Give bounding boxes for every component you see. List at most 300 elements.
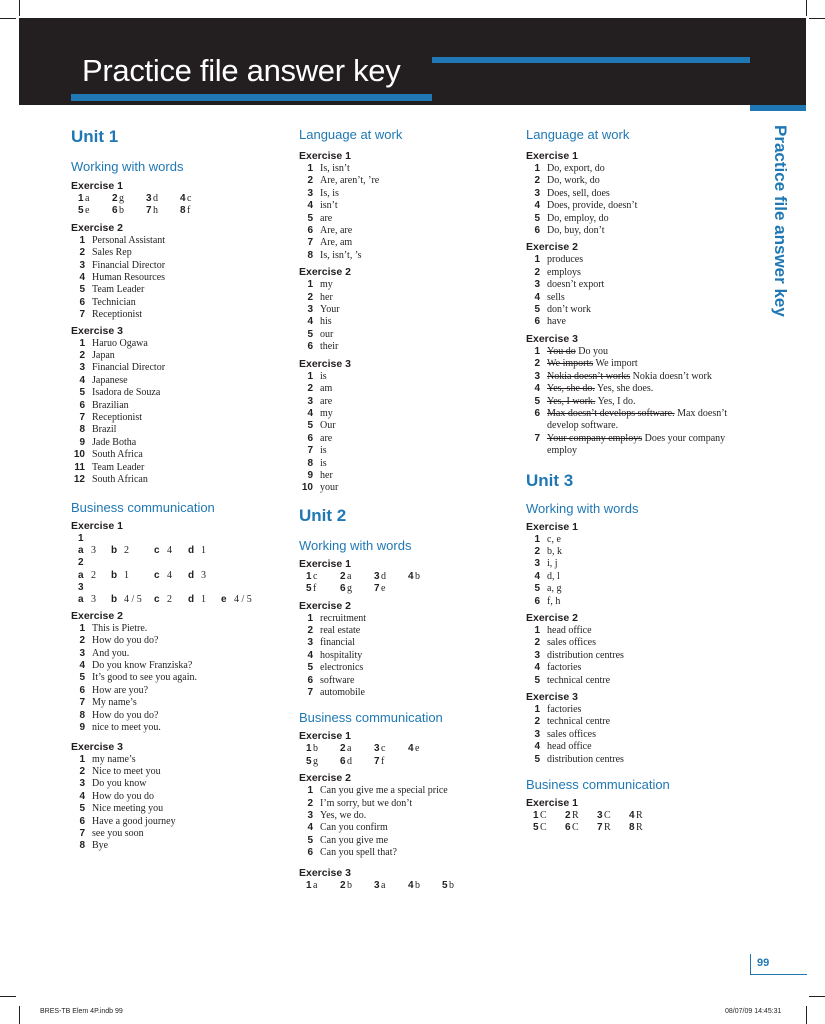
item-text: her xyxy=(320,291,333,303)
item-number: 4 xyxy=(629,810,635,822)
item-text: How do you do xyxy=(92,790,154,802)
item-text: How are you? xyxy=(92,684,149,696)
item-number: 7 xyxy=(374,583,380,595)
item-value: b xyxy=(415,570,420,582)
item-value: 2 xyxy=(124,544,129,556)
struck-text: Yes, I work. xyxy=(547,395,596,407)
item-value: e xyxy=(381,583,386,595)
item-text: And you. xyxy=(92,647,130,659)
exercise-heading: Exercise 1 xyxy=(71,180,123,192)
item-text: My name’s xyxy=(92,697,137,709)
list-item xyxy=(71,424,286,436)
item-number: 6 xyxy=(79,815,85,827)
list-item xyxy=(526,304,741,316)
item-number: 6 xyxy=(565,822,571,834)
item-value: b xyxy=(119,205,124,217)
item-number: 5 xyxy=(79,387,85,399)
item-text: Team Leader xyxy=(92,284,145,296)
item-text: Financial Director xyxy=(92,362,166,374)
item-text: their xyxy=(320,341,339,353)
item-number: 7 xyxy=(79,827,85,839)
item-text: Bye xyxy=(92,840,109,852)
item-number: 1 xyxy=(78,193,84,204)
list-item xyxy=(71,474,286,486)
item-number: 2 xyxy=(307,383,313,395)
list-item xyxy=(299,383,514,395)
item-text: see you soon xyxy=(92,827,144,839)
exercise-heading: Exercise 2 xyxy=(299,599,351,612)
item-number: 3 xyxy=(534,649,540,661)
item-text: It’s good to see you again. xyxy=(92,672,197,684)
list-item xyxy=(71,350,286,362)
answer-grid xyxy=(526,810,741,835)
answer-list xyxy=(71,623,286,735)
list-item xyxy=(71,828,286,840)
item-number: 5 xyxy=(307,834,313,846)
item-number: 12 xyxy=(73,474,85,486)
item-number: 4 xyxy=(534,383,540,395)
list-item xyxy=(299,433,514,445)
list-item xyxy=(71,623,286,635)
item-number: 3 xyxy=(307,395,313,407)
item-number: 7 xyxy=(146,205,152,217)
item-number: 6 xyxy=(307,847,313,859)
list-item xyxy=(299,163,514,175)
list-item xyxy=(526,408,731,433)
item-number: 8 xyxy=(180,205,186,217)
corrected-text: We import xyxy=(595,358,638,370)
item-text: i, j xyxy=(547,558,558,570)
item-text: recruitment xyxy=(320,612,367,624)
exercise-heading: Exercise 2 xyxy=(526,611,578,624)
item-text: electronics xyxy=(320,662,364,674)
item-letter: b xyxy=(111,569,118,581)
item-value: b xyxy=(313,743,318,755)
answer-grid xyxy=(299,743,514,768)
exercise-heading: Exercise 1 xyxy=(526,150,578,162)
answer-list xyxy=(299,371,514,495)
item-text: sells xyxy=(547,291,565,303)
item-value: a xyxy=(85,193,90,204)
item-value: 4 / 5 xyxy=(234,594,252,606)
item-number: 1 xyxy=(306,743,312,755)
item-value: 1 xyxy=(124,569,129,581)
item-number: 2 xyxy=(340,743,346,755)
item-text: technical centre xyxy=(547,674,611,686)
item-number: 2 xyxy=(534,266,540,278)
item-number: 2 xyxy=(112,193,118,204)
item-letter: b xyxy=(111,544,118,556)
item-number: 7 xyxy=(79,697,85,709)
item-number: 4 xyxy=(307,649,313,661)
list-item xyxy=(71,284,286,296)
item-number: 8 xyxy=(307,249,313,261)
item-value: c xyxy=(313,570,318,582)
item-text: real estate xyxy=(320,624,361,636)
item-number: 1 xyxy=(534,533,540,545)
item-text: is xyxy=(320,370,327,382)
item-value: c xyxy=(187,193,192,204)
list-item xyxy=(526,163,741,175)
list-item xyxy=(526,175,741,187)
grid-row xyxy=(71,570,286,582)
item-text: b, k xyxy=(547,545,562,557)
item-number: 3 xyxy=(374,879,380,891)
item-value: R xyxy=(572,810,579,822)
item-value: 4 / 5 xyxy=(124,594,142,606)
answer-list xyxy=(299,785,514,859)
item-number: 1 xyxy=(79,337,85,349)
section-heading: Language at work xyxy=(526,127,630,142)
item-value: C xyxy=(572,822,579,834)
exercise-heading: Exercise 1 xyxy=(299,557,351,570)
item-text: Human Resources xyxy=(92,272,166,283)
item-text: am xyxy=(320,383,333,395)
corrected-text: Nokia doesn’t work xyxy=(632,370,712,382)
exercise-heading: Exercise 3 xyxy=(299,357,351,370)
group-number-row xyxy=(71,533,286,545)
item-value: 2 xyxy=(91,569,96,581)
crop-mark xyxy=(0,996,16,997)
grid-row xyxy=(299,743,514,755)
item-value: b xyxy=(347,879,352,891)
list-item xyxy=(71,375,286,387)
item-value: 3 xyxy=(201,569,206,581)
item-value: R xyxy=(636,822,643,834)
item-number: 3 xyxy=(534,558,540,570)
header-rule xyxy=(432,57,750,63)
answer-list xyxy=(299,279,514,353)
item-number: 3 xyxy=(534,728,540,740)
item-number: 5 xyxy=(307,328,313,340)
item-value: a xyxy=(347,570,352,582)
item-value: R xyxy=(636,810,643,822)
item-text: Does, provide, doesn’t xyxy=(547,200,638,212)
list-item xyxy=(71,754,286,766)
item-number: 6 xyxy=(307,225,313,237)
list-item xyxy=(71,697,286,709)
item-number: 4 xyxy=(408,743,414,755)
answer-list xyxy=(526,704,741,766)
item-text: Technician xyxy=(92,296,136,308)
item-number: 3 xyxy=(146,193,152,204)
item-text: Yes, we do. xyxy=(320,809,367,821)
item-number: 2 xyxy=(534,637,540,649)
item-text: distribution centres xyxy=(547,649,624,661)
item-number: 4 xyxy=(534,200,540,212)
list-item xyxy=(71,412,286,424)
item-number: 6 xyxy=(307,341,313,353)
item-number: 3 xyxy=(534,279,540,291)
item-text: c, e xyxy=(547,533,561,545)
list-item xyxy=(71,722,286,734)
item-number: 8 xyxy=(307,457,313,469)
exercise-heading: Exercise 2 xyxy=(299,266,351,279)
item-value: f xyxy=(313,583,317,595)
item-text: nice to meet you. xyxy=(92,722,161,734)
item-number: 11 xyxy=(74,461,85,473)
exercise-heading: Exercise 2 xyxy=(71,221,123,234)
item-text: Does, sell, does xyxy=(547,187,610,199)
item-text: d, l xyxy=(547,570,560,582)
list-item xyxy=(71,840,286,852)
grid-row xyxy=(526,810,741,822)
answer-list xyxy=(526,534,741,608)
item-number: 2 xyxy=(307,175,313,187)
crop-mark xyxy=(806,1006,807,1024)
item-number: 1 xyxy=(79,622,85,634)
list-item xyxy=(299,662,514,674)
item-number: 4 xyxy=(307,822,313,834)
list-item xyxy=(299,675,514,687)
item-number: 4 xyxy=(180,193,186,204)
list-item xyxy=(526,675,741,687)
item-text: Do you know Franziska? xyxy=(92,660,193,672)
list-item xyxy=(71,387,286,399)
section-heading: Business communication xyxy=(71,499,215,515)
item-number: 8 xyxy=(79,709,85,721)
list-item xyxy=(71,297,286,309)
exercise-heading: Exercise 3 xyxy=(526,332,578,345)
item-text: Personal Assistant xyxy=(92,234,166,246)
item-text: Receptionist xyxy=(92,309,142,321)
list-item xyxy=(299,304,514,316)
item-number: 4 xyxy=(79,374,85,386)
item-number: 7 xyxy=(534,432,540,444)
item-number: 1 xyxy=(306,879,312,891)
item-text: Do, work, do xyxy=(547,175,600,187)
list-item xyxy=(526,729,741,741)
list-item xyxy=(71,685,286,697)
item-number: 2 xyxy=(79,247,85,259)
item-number: 5 xyxy=(307,420,313,432)
item-text: have xyxy=(547,316,566,328)
page-number: 99 xyxy=(757,957,770,969)
item-number: 6 xyxy=(79,296,85,308)
item-number: 1 xyxy=(534,254,540,266)
item-text: Japanese xyxy=(92,374,128,386)
exercise-heading: Exercise 1 xyxy=(299,150,351,162)
item-number: 1 xyxy=(534,163,540,174)
item-number: 3 xyxy=(534,187,540,199)
list-item xyxy=(71,260,286,272)
item-number: 6 xyxy=(534,595,540,607)
list-item xyxy=(299,687,514,699)
item-number: 2 xyxy=(340,879,346,891)
item-text: hospitality xyxy=(320,649,363,661)
list-item xyxy=(299,341,514,353)
item-text: financial xyxy=(320,637,355,649)
item-number: 3 xyxy=(79,362,85,374)
list-item xyxy=(299,810,514,822)
list-item xyxy=(71,462,286,474)
item-value: C xyxy=(604,810,611,822)
item-number: 4 xyxy=(79,790,85,802)
item-number: 3 xyxy=(307,304,313,316)
item-number: 3 xyxy=(534,370,540,382)
list-item xyxy=(71,309,286,321)
corrected-text: Yes, I do. xyxy=(597,395,636,407)
item-text: Team Leader xyxy=(92,461,145,473)
list-item xyxy=(526,358,731,370)
list-item xyxy=(526,637,741,649)
item-number: 9 xyxy=(307,469,313,481)
list-item xyxy=(299,250,514,262)
item-number: 7 xyxy=(374,755,380,767)
list-item xyxy=(526,254,741,266)
column-1 xyxy=(71,126,286,853)
list-item xyxy=(71,247,286,259)
section-heading: Business communication xyxy=(299,710,443,726)
item-letter: e xyxy=(221,594,227,606)
item-number: 7 xyxy=(597,822,603,834)
item-letter: c xyxy=(154,594,160,606)
answer-list xyxy=(299,163,514,262)
item-number: 5 xyxy=(534,674,540,686)
item-value: a xyxy=(313,879,318,891)
item-number: 1 xyxy=(306,570,312,582)
item-text: Can you confirm xyxy=(320,822,388,834)
item-number: 2 xyxy=(79,635,85,647)
corrected-text: Yes, she does. xyxy=(597,383,654,395)
list-item xyxy=(71,672,286,684)
item-number: 5 xyxy=(307,662,313,674)
item-value: g xyxy=(119,193,124,204)
exercise-heading: Exercise 3 xyxy=(299,866,351,879)
item-number: 9 xyxy=(79,436,85,448)
item-number: 6 xyxy=(534,225,540,237)
item-number: 5 xyxy=(534,753,540,765)
item-number: 2 xyxy=(340,570,346,582)
item-text: Is, isn’t, ’s xyxy=(320,249,362,261)
exercise-heading: Exercise 1 xyxy=(299,730,351,743)
list-item xyxy=(299,785,514,797)
item-letter: d xyxy=(188,544,195,556)
list-item xyxy=(299,292,514,304)
column-3 xyxy=(526,126,741,835)
item-number: 2 xyxy=(534,175,540,187)
item-number: 6 xyxy=(307,674,313,686)
list-item xyxy=(299,237,514,249)
list-item xyxy=(71,449,286,461)
item-text: don’t work xyxy=(547,304,591,316)
exercise-heading: Exercise 2 xyxy=(71,609,123,622)
list-item xyxy=(299,408,514,420)
item-number: 8 xyxy=(629,822,635,834)
item-text: automobile xyxy=(320,686,365,698)
item-number: 7 xyxy=(307,686,313,698)
list-item xyxy=(299,420,514,432)
item-number: 2 xyxy=(307,797,313,809)
item-number: 1 xyxy=(79,234,85,246)
list-item xyxy=(71,791,286,803)
item-value: 3 xyxy=(91,594,96,606)
answer-grid xyxy=(71,193,286,218)
item-number: 3 xyxy=(79,778,85,790)
list-item xyxy=(299,188,514,200)
item-value: c xyxy=(381,743,386,755)
item-number: 2 xyxy=(79,765,85,777)
item-text: Our xyxy=(320,420,336,432)
answer-list xyxy=(71,754,286,853)
item-number: 2 xyxy=(307,291,313,303)
item-number: 5 xyxy=(534,583,540,595)
list-item xyxy=(526,225,741,237)
item-text: Receptionist xyxy=(92,412,142,424)
item-text: Financial Director xyxy=(92,259,166,271)
item-text: Brazil xyxy=(92,424,117,436)
list-item xyxy=(299,225,514,237)
exercise-heading: Exercise 1 xyxy=(526,520,578,533)
list-item xyxy=(71,710,286,722)
list-item xyxy=(526,716,741,728)
item-number: 3 xyxy=(374,570,380,582)
item-number: 5 xyxy=(79,672,85,684)
item-number: 4 xyxy=(307,407,313,419)
crop-mark xyxy=(0,18,16,19)
item-text: This is Pietre. xyxy=(92,622,148,634)
list-item xyxy=(526,625,741,637)
item-number: 2 xyxy=(534,358,540,370)
item-text: head office xyxy=(547,741,592,753)
item-text: isn’t xyxy=(320,200,338,212)
section-heading: Working with words xyxy=(299,537,412,553)
item-number: 3 xyxy=(307,809,313,821)
item-text: Haruo Ogawa xyxy=(92,337,148,349)
title-underline xyxy=(71,94,432,101)
list-item xyxy=(299,847,514,859)
item-number: 7 xyxy=(79,412,85,424)
item-text: Isadora de Souza xyxy=(92,387,161,399)
item-number: 8 xyxy=(79,840,85,852)
list-item xyxy=(299,822,514,834)
item-text: Brazilian xyxy=(92,399,129,411)
list-item xyxy=(71,766,286,778)
item-text: sales offices xyxy=(547,637,596,649)
exercise-heading: Exercise 3 xyxy=(526,691,578,703)
column-2 xyxy=(299,126,514,892)
item-text: is xyxy=(320,457,327,469)
item-number: 5 xyxy=(442,879,448,891)
item-text: Japan xyxy=(92,350,115,362)
item-value: 2 xyxy=(167,594,172,606)
grid-row xyxy=(299,571,514,583)
exercise-heading: Exercise 1 xyxy=(526,797,578,810)
item-text: factories xyxy=(547,662,582,674)
answer-grid xyxy=(299,571,514,596)
struck-text: You do xyxy=(547,345,576,357)
item-number: 5 xyxy=(307,212,313,224)
item-letter: c xyxy=(154,544,160,556)
item-letter: b xyxy=(111,594,118,606)
item-text: my xyxy=(320,279,333,291)
item-text: head office xyxy=(547,624,592,636)
list-item xyxy=(71,660,286,672)
item-value: g xyxy=(347,583,352,595)
list-item xyxy=(526,546,741,558)
list-item xyxy=(71,635,286,647)
item-number: 3 xyxy=(79,647,85,659)
list-item xyxy=(299,470,514,482)
item-text: Are, aren’t, ’re xyxy=(320,175,380,187)
list-item xyxy=(526,383,731,395)
item-number: 10 xyxy=(73,449,85,461)
item-value: 3 xyxy=(91,544,96,556)
unit-heading: Unit 3 xyxy=(526,470,574,490)
item-number: 5 xyxy=(78,205,84,217)
grid-row xyxy=(71,594,286,606)
grid-row xyxy=(71,205,286,217)
